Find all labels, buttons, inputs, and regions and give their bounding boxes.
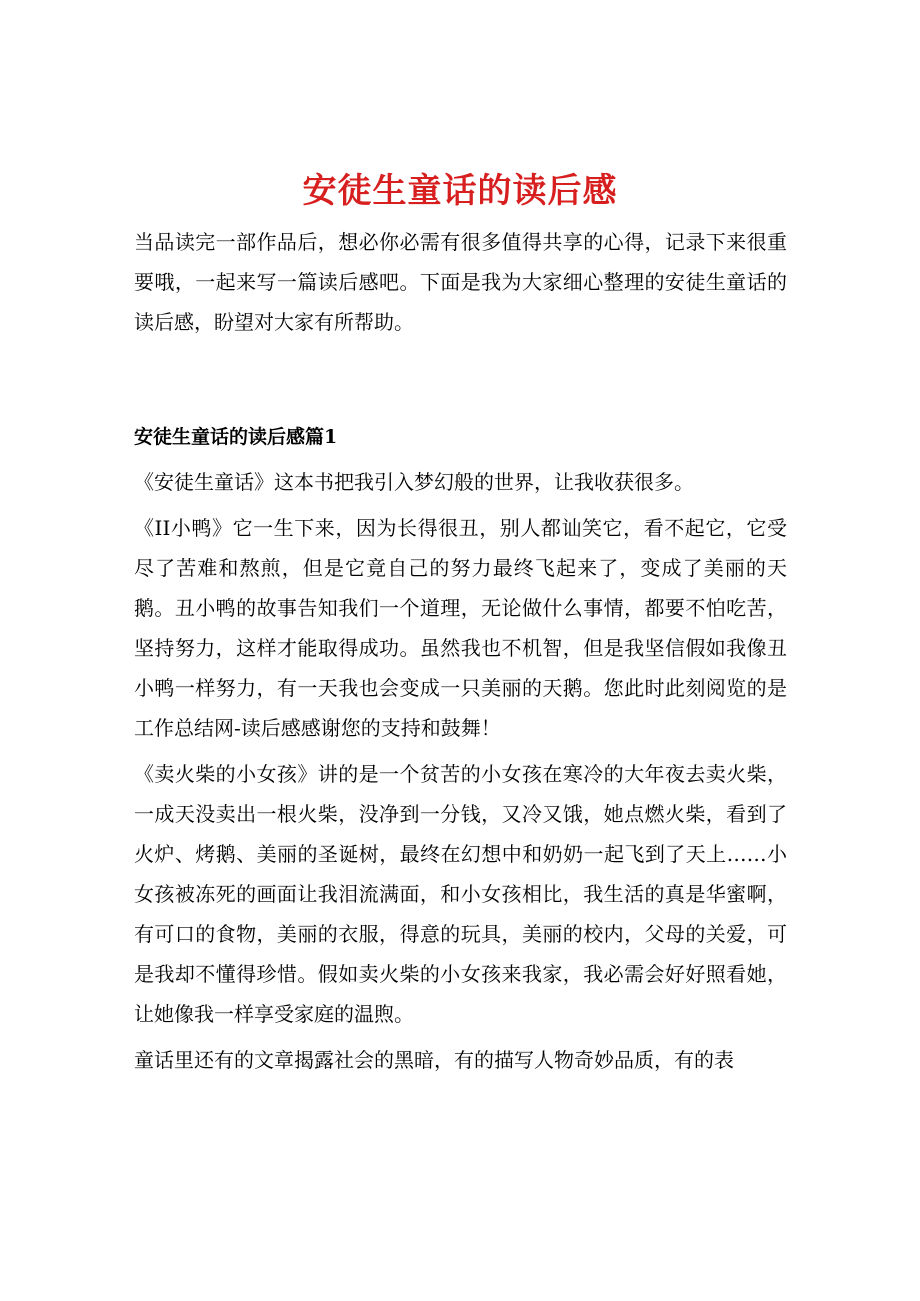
intro-paragraph: 当品读完一部作品后，想必你必需有很多值得共享的心得，记录下来很重要哦，一起来写一篇读后感吧。下面是我为大家细心整理的安徒生童话的读后感，盼望对大家有所帮助。 [134,230,787,334]
body-paragraph-2: 《II小鸭》它一生下来，因为长得很丑，别人都讪笑它，看不起它，它受尽了苦难和熬煎，但是它竟自己的努力最终飞起来了，变成了美丽的天鹅。丑小鸭的故事告知我们一个道理，无论做什么事情，都要不怕吃苦，坚持努力，这样才能取得成功。虽然我也不机智，但是我坚信假如我像丑小鸭一样努力，有一天我也会变成一只美丽的天鹅。您此时此刻阅览的是工作总结网-读后感感谢您的支持和鼓舞！ [134,516,787,740]
document-title: 安徒生童话的读后感 [302,170,618,211]
body-paragraph-3: 《卖火柴的小女孩》讲的是一个贫苦的小女孩在寒冷的大年夜去卖火柴，一成天没卖出一根火柴，没净到一分钱，又冷又饿，她点燃火柴，看到了火炉、烤鹅、美丽的圣诞树，最终在幻想中和奶奶一起飞到了天上……小女孩被冻死的画面让我泪流满面，和小女孩相比，我生活的真是华蜜啊，有可口的食物，美丽的衣服，得意的玩具，美丽的校内，父母的关爱，可是我却不懂得珍惜。假如卖火柴的小女孩来我家，我必需会好好照看她，让她像我一样享受家庭的温煦。 [134,762,787,1026]
body-paragraph-1: 《安徒生童话》这本书把我引入梦幻般的世界，让我收获很多。 [134,470,694,494]
section-body [134,462,787,1086]
section-heading: 安徒生童话的读后感篇1 [134,426,338,448]
body-paragraph-4: 童话里还有的文章揭露社会的黑暗，有的描写人物奇妙品质，有的表 [134,1048,734,1072]
